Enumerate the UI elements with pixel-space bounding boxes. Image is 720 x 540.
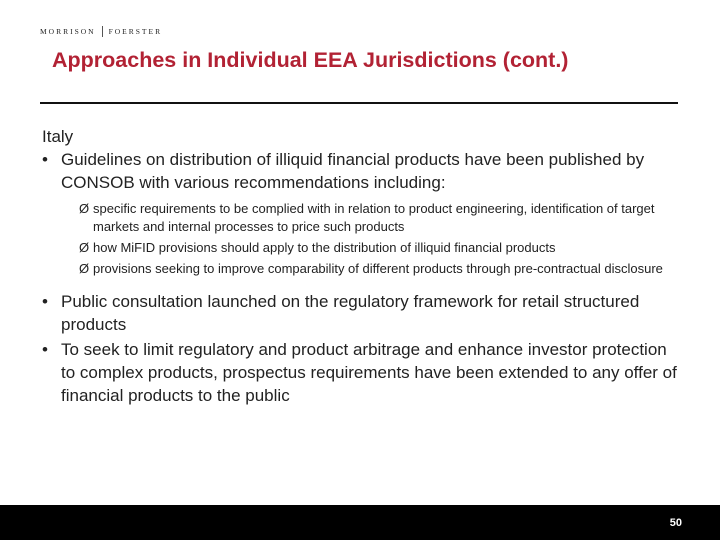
firm-logo — [40, 26, 162, 37]
sub-item-text: how MiFID provisions should apply to the distribution of illiquid financial products — [93, 240, 556, 255]
sub-item — [42, 260, 682, 278]
bullet-item — [42, 338, 682, 407]
bullet-text: Public consultation launched on the regulatory framework for retail structured products — [61, 292, 640, 334]
slide-content — [42, 126, 682, 407]
title-divider — [40, 102, 678, 104]
arrow-bullet-icon: Ø — [79, 240, 90, 255]
sub-list — [42, 200, 682, 278]
bullet-icon: • — [42, 292, 48, 311]
logo-right-text: FOERSTER — [108, 27, 163, 36]
bullet-item — [42, 148, 682, 194]
sub-item-text: specific requirements to be complied with in relation to product engineering, identification of target markets and internal processes to price such products — [93, 201, 655, 234]
bullet-text: Guidelines on distribution of illiquid financial products have been published by CONSOB with various recommendations including: — [61, 150, 645, 192]
bullet-text: To seek to limit regulatory and product arbitrage and enhance investor protection to complex products, prospectus requirements have been extended to any offer of financial products to the public — [61, 340, 677, 405]
sub-item — [42, 239, 682, 257]
bullet-item — [42, 290, 682, 336]
page-number: 50 — [669, 517, 682, 529]
logo-left-text: MORRISON — [40, 27, 96, 36]
sub-item-text: provisions seeking to improve comparability of different products through pre-contractual disclosure — [93, 261, 663, 276]
arrow-bullet-icon: Ø — [79, 201, 90, 216]
footer-bar — [0, 505, 720, 540]
bullet-icon: • — [42, 150, 48, 169]
slide-title: Approaches in Individual EEA Jurisdictions (cont.) — [52, 48, 569, 72]
logo-separator — [102, 26, 103, 37]
sub-item — [42, 200, 682, 236]
section-heading: Italy — [42, 127, 74, 146]
bullet-icon: • — [42, 340, 48, 359]
arrow-bullet-icon: Ø — [79, 261, 90, 276]
